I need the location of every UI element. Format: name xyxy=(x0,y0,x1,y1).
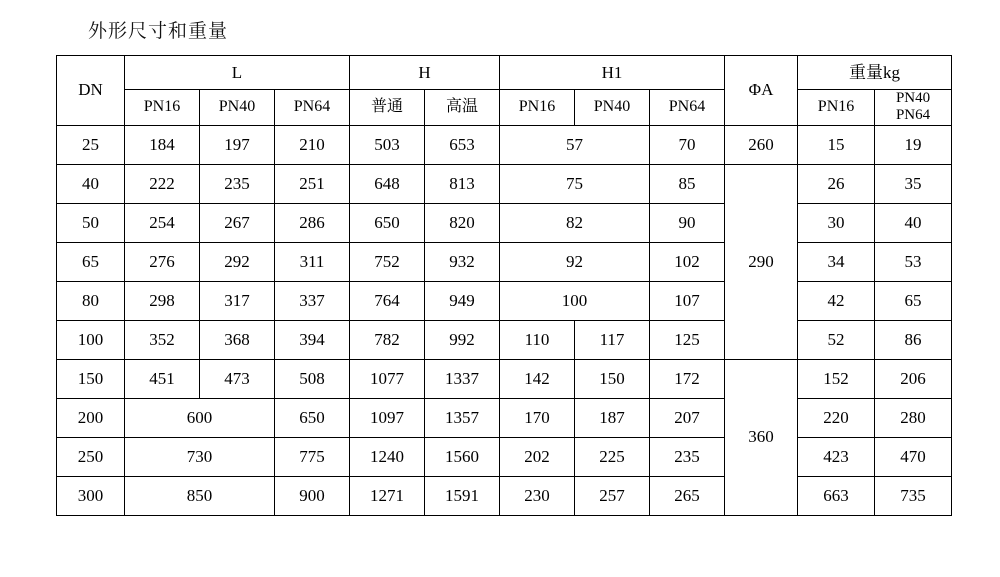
cell-h-high: 1357 xyxy=(425,398,500,437)
cell-l-pn64: 337 xyxy=(275,281,350,320)
header-phi-a: ΦA xyxy=(725,56,798,126)
header-h-normal: 普通 xyxy=(350,90,425,126)
cell-weight-pn16: 423 xyxy=(798,437,875,476)
cell-h1-pn16: 202 xyxy=(500,437,575,476)
cell-dn: 100 xyxy=(57,320,125,359)
cell-h1-pn64: 265 xyxy=(650,476,725,515)
cell-l-pn16: 276 xyxy=(125,242,200,281)
dimensions-weight-table xyxy=(56,55,952,516)
cell-weight-pn16: 52 xyxy=(798,320,875,359)
cell-h-normal: 503 xyxy=(350,125,425,164)
cell-weight-pn16: 26 xyxy=(798,164,875,203)
header-l-pn16: PN16 xyxy=(125,90,200,126)
table-row xyxy=(57,164,952,203)
cell-h-normal: 764 xyxy=(350,281,425,320)
cell-phi-a: 260 xyxy=(725,125,798,164)
cell-h1-merged: 57 xyxy=(500,125,650,164)
cell-h1-pn64: 125 xyxy=(650,320,725,359)
cell-dn: 200 xyxy=(57,398,125,437)
cell-h1-pn40: 150 xyxy=(575,359,650,398)
table-row xyxy=(57,476,952,515)
table-header-row-2 xyxy=(57,90,952,126)
cell-weight-pn40-64: 86 xyxy=(875,320,952,359)
cell-h-normal: 1271 xyxy=(350,476,425,515)
cell-weight-pn16: 220 xyxy=(798,398,875,437)
header-dn: DN xyxy=(57,56,125,126)
cell-h1-merged: 92 xyxy=(500,242,650,281)
table-row xyxy=(57,359,952,398)
cell-dn: 80 xyxy=(57,281,125,320)
cell-h-high: 1337 xyxy=(425,359,500,398)
cell-weight-pn40-64: 65 xyxy=(875,281,952,320)
cell-weight-pn40-64: 735 xyxy=(875,476,952,515)
cell-h1-pn64: 85 xyxy=(650,164,725,203)
cell-l-pn64: 311 xyxy=(275,242,350,281)
cell-h1-merged: 75 xyxy=(500,164,650,203)
cell-weight-pn16: 152 xyxy=(798,359,875,398)
cell-l-merged: 730 xyxy=(125,437,275,476)
table-body xyxy=(57,125,952,515)
cell-h-high: 820 xyxy=(425,203,500,242)
cell-l-pn16: 298 xyxy=(125,281,200,320)
cell-l-pn16: 254 xyxy=(125,203,200,242)
cell-weight-pn40-64: 206 xyxy=(875,359,952,398)
cell-dn: 25 xyxy=(57,125,125,164)
cell-weight-pn40-64: 35 xyxy=(875,164,952,203)
cell-weight-pn40-64: 280 xyxy=(875,398,952,437)
header-l-pn64: PN64 xyxy=(275,90,350,126)
table-row xyxy=(57,398,952,437)
cell-h-high: 992 xyxy=(425,320,500,359)
cell-h-normal: 648 xyxy=(350,164,425,203)
cell-h1-pn40: 225 xyxy=(575,437,650,476)
header-weight-pn16: PN16 xyxy=(798,90,875,126)
cell-h-normal: 1077 xyxy=(350,359,425,398)
cell-l-pn16: 451 xyxy=(125,359,200,398)
header-h: H xyxy=(350,56,500,90)
table-header xyxy=(57,56,952,126)
cell-h-high: 813 xyxy=(425,164,500,203)
cell-h1-pn64: 235 xyxy=(650,437,725,476)
cell-l-pn64: 900 xyxy=(275,476,350,515)
cell-weight-pn40-64: 40 xyxy=(875,203,952,242)
cell-h-normal: 1240 xyxy=(350,437,425,476)
cell-dn: 150 xyxy=(57,359,125,398)
cell-l-pn16: 352 xyxy=(125,320,200,359)
header-weight: 重量kg xyxy=(798,56,952,90)
cell-l-pn64: 775 xyxy=(275,437,350,476)
cell-h1-pn16: 230 xyxy=(500,476,575,515)
header-l: L xyxy=(125,56,350,90)
cell-dn: 40 xyxy=(57,164,125,203)
cell-h1-merged: 82 xyxy=(500,203,650,242)
cell-l-pn64: 650 xyxy=(275,398,350,437)
cell-h1-pn64: 107 xyxy=(650,281,725,320)
table-row xyxy=(57,125,952,164)
cell-l-pn40: 197 xyxy=(200,125,275,164)
cell-l-pn16: 184 xyxy=(125,125,200,164)
cell-l-merged: 850 xyxy=(125,476,275,515)
cell-l-pn64: 251 xyxy=(275,164,350,203)
cell-dn: 65 xyxy=(57,242,125,281)
cell-weight-pn40-64: 470 xyxy=(875,437,952,476)
cell-l-pn40: 317 xyxy=(200,281,275,320)
cell-h1-pn40: 117 xyxy=(575,320,650,359)
cell-phi-a: 290 xyxy=(725,164,798,359)
cell-l-pn40: 292 xyxy=(200,242,275,281)
cell-l-pn64: 394 xyxy=(275,320,350,359)
cell-l-pn64: 508 xyxy=(275,359,350,398)
header-l-pn40: PN40 xyxy=(200,90,275,126)
cell-weight-pn16: 34 xyxy=(798,242,875,281)
table-row xyxy=(57,320,952,359)
cell-h1-pn16: 110 xyxy=(500,320,575,359)
cell-dn: 250 xyxy=(57,437,125,476)
cell-weight-pn16: 663 xyxy=(798,476,875,515)
header-h1: H1 xyxy=(500,56,725,90)
header-h1-pn40: PN40 xyxy=(575,90,650,126)
cell-l-pn16: 222 xyxy=(125,164,200,203)
header-h-high-temp: 高温 xyxy=(425,90,500,126)
cell-h-normal: 782 xyxy=(350,320,425,359)
cell-h-normal: 650 xyxy=(350,203,425,242)
header-h1-pn16: PN16 xyxy=(500,90,575,126)
header-weight-pn40-pn64 xyxy=(875,90,952,126)
table-caption: 外形尺寸和重量 xyxy=(88,21,229,42)
cell-h1-pn40: 187 xyxy=(575,398,650,437)
cell-h1-pn64: 207 xyxy=(650,398,725,437)
table-row xyxy=(57,281,952,320)
cell-h-high: 653 xyxy=(425,125,500,164)
cell-weight-pn40-64: 19 xyxy=(875,125,952,164)
header-weight-pn64: PN64 xyxy=(895,107,931,124)
cell-h1-pn64: 102 xyxy=(650,242,725,281)
cell-l-pn64: 210 xyxy=(275,125,350,164)
cell-l-pn64: 286 xyxy=(275,203,350,242)
table-header-row-1 xyxy=(57,56,952,90)
cell-h1-pn64: 70 xyxy=(650,125,725,164)
cell-weight-pn16: 42 xyxy=(798,281,875,320)
cell-weight-pn16: 30 xyxy=(798,203,875,242)
cell-phi-a: 360 xyxy=(725,359,798,515)
cell-l-pn40: 267 xyxy=(200,203,275,242)
cell-h1-pn64: 172 xyxy=(650,359,725,398)
table-row xyxy=(57,242,952,281)
cell-dn: 300 xyxy=(57,476,125,515)
cell-h1-pn16: 142 xyxy=(500,359,575,398)
cell-h-high: 1560 xyxy=(425,437,500,476)
cell-dn: 50 xyxy=(57,203,125,242)
cell-h-high: 932 xyxy=(425,242,500,281)
cell-weight-pn40-64: 53 xyxy=(875,242,952,281)
cell-h1-pn16: 170 xyxy=(500,398,575,437)
cell-h1-pn40: 257 xyxy=(575,476,650,515)
cell-h-normal: 752 xyxy=(350,242,425,281)
cell-weight-pn16: 15 xyxy=(798,125,875,164)
cell-l-merged: 600 xyxy=(125,398,275,437)
cell-l-pn40: 473 xyxy=(200,359,275,398)
cell-h1-pn64: 90 xyxy=(650,203,725,242)
cell-h-normal: 1097 xyxy=(350,398,425,437)
cell-h-high: 949 xyxy=(425,281,500,320)
cell-l-pn40: 368 xyxy=(200,320,275,359)
table-row xyxy=(57,203,952,242)
header-h1-pn64: PN64 xyxy=(650,90,725,126)
table-row xyxy=(57,437,952,476)
cell-h1-merged: 100 xyxy=(500,281,650,320)
cell-l-pn40: 235 xyxy=(200,164,275,203)
header-weight-pn40: PN40 xyxy=(895,90,931,106)
cell-h-high: 1591 xyxy=(425,476,500,515)
